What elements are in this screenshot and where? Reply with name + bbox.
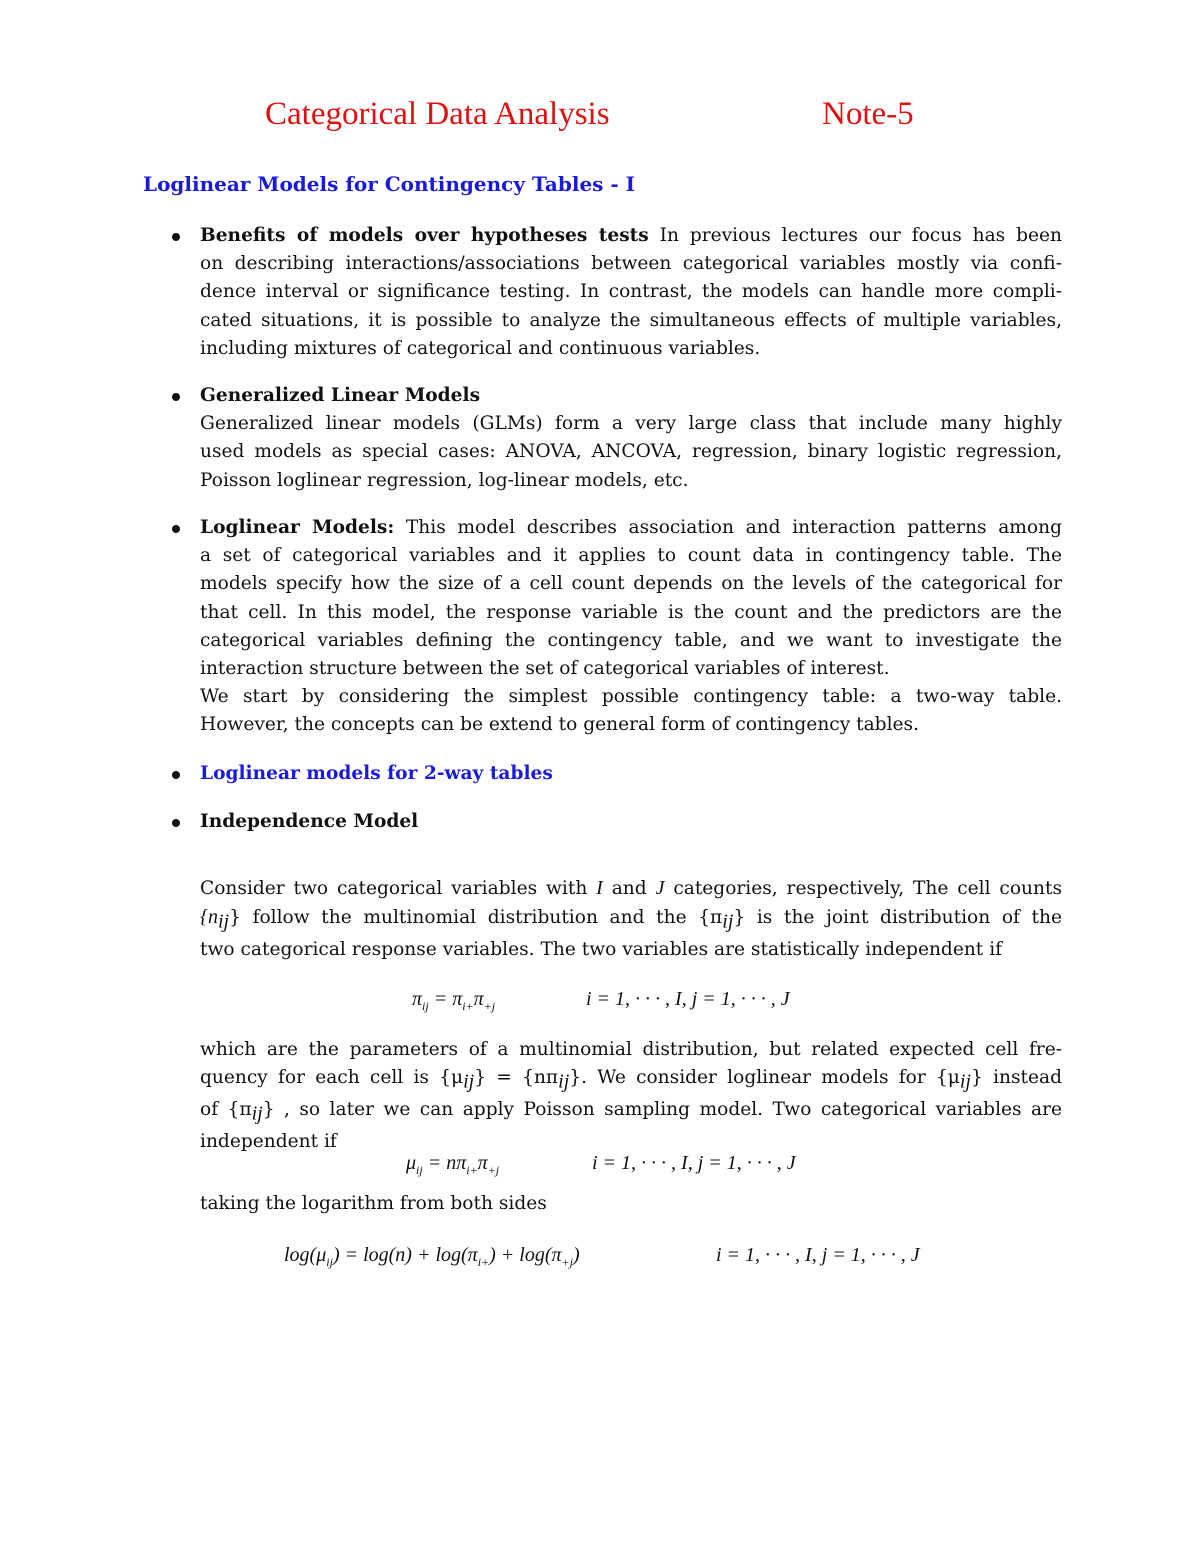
paragraph-line: Benefits of models over hypotheses tests In previous lectures our focus has been: [200, 225, 1062, 246]
paragraph-line: categorical variables defining the contingency table, and we want to investigate the: [200, 629, 1062, 651]
item-heading: Benefits of models over hypotheses tests: [200, 225, 649, 246]
equation-lhs: $\mu_{ij} = n\pi_{i+}\pi_{+j}$: [406, 1152, 500, 1177]
bullet-icon: [172, 393, 180, 401]
equation-range: i = 1, · · · , I, j = 1, · · · , J: [592, 1152, 796, 1174]
bullet-icon: [172, 525, 180, 533]
paragraph-expected: [200, 1036, 1062, 1156]
paragraph-independence: [200, 874, 1062, 964]
page-title: [0, 96, 1200, 140]
note-number: Note-5: [822, 96, 914, 132]
paragraph-line: of $\{\pi_{ij}\}$ , so later we can apply Poisson sampling model. Two categorical variables are: [200, 1099, 1062, 1125]
paragraph-line: Generalized linear models (GLMs) form a very large class that include many highly: [200, 413, 1062, 435]
paragraph-line: dence interval or significance testing. In contrast, the models can handle more compli-: [200, 281, 1062, 303]
item-heading: Generalized Linear Models: [200, 385, 481, 406]
bullet-icon: [172, 233, 180, 241]
paragraph-line: Poisson loglinear regression, log-linear models, etc.: [200, 469, 689, 491]
bullet-icon: [172, 771, 180, 779]
paragraph-line: interaction structure between the set of categorical variables of interest.: [200, 658, 890, 680]
equation-lhs: $\log(\mu_{ij}) = \log(n) + \log(\pi_{i+}) + \log(\pi_{+j})$: [284, 1244, 580, 1269]
item-heading: Independence Model: [200, 811, 419, 832]
bullet-icon: [172, 819, 180, 827]
paragraph-line: However, the concepts can be extend to general form of contingency tables.: [200, 714, 919, 736]
section-heading: Loglinear Models for Contingency Tables - I: [143, 172, 636, 196]
paragraph-line: used models as special cases: ANOVA, ANCOVA, regression, binary logistic regression,: [200, 441, 1062, 463]
list-item-loglinear: [200, 514, 1062, 740]
list-item-glm: [200, 382, 1062, 495]
paragraph-line: Loglinear Models: This model describes association and interaction patterns among: [200, 517, 1062, 538]
equation-range: i = 1, · · · , I, j = 1, · · · , J: [586, 988, 790, 1010]
paragraph-line: models specify how the size of a cell count depends on the levels of the categorical for: [200, 573, 1062, 595]
list-item-twoway: [200, 760, 1062, 788]
paragraph-line: We start by considering the simplest possible contingency table: a two-way table.: [200, 686, 1062, 708]
document-title: Categorical Data Analysis: [265, 96, 610, 132]
paragraph-line: two categorical response variables. The two variables are statistically independent if: [200, 939, 1003, 961]
list-item-independence: [200, 808, 1062, 836]
equation-range: i = 1, · · · , I, j = 1, · · · , J: [716, 1244, 920, 1266]
list-item-benefits: [200, 222, 1062, 363]
paragraph-line: on describing interactions/associations between categorical variables mostly via confi-: [200, 253, 1062, 275]
paragraph-line: independent if: [200, 1131, 337, 1153]
item-heading: Loglinear Models:: [200, 517, 395, 538]
paragraph-line: taking the logarithm from both sides: [200, 1193, 547, 1214]
paragraph-logarithm: [200, 1190, 1062, 1218]
paragraph-line: including mixtures of categorical and continuous variables.: [200, 337, 761, 359]
paragraph-line: $\{n_{ij}\}$ follow the multinomial distribution and the $\{\pi_{ij}\}$ is the joint distribution of the: [200, 906, 1062, 933]
paragraph-line: cated situations, it is possible to analyze the simultaneous effects of multiple variables,: [200, 309, 1062, 331]
paragraph-line: quency for each cell is $\{\mu_{ij}\} = \{n\pi_{ij}\}$. We consider loglinear models for $\{\mu_{ij}\}$ instead: [200, 1067, 1062, 1093]
paragraph-line: Consider two categorical variables with I and J categories, respectively, The cell counts: [200, 877, 1062, 899]
paragraph-line: a set of categorical variables and it applies to count data in contingency table. The: [200, 545, 1062, 567]
item-heading: Loglinear models for 2-way tables: [200, 763, 553, 784]
paragraph-line: that cell. In this model, the response variable is the count and the predictors are the: [200, 601, 1062, 623]
equation-lhs: $\pi_{ij} = \pi_{i+}\pi_{+j}$: [412, 988, 496, 1013]
paragraph-line: which are the parameters of a multinomial distribution, but related expected cell fre-: [200, 1039, 1062, 1060]
